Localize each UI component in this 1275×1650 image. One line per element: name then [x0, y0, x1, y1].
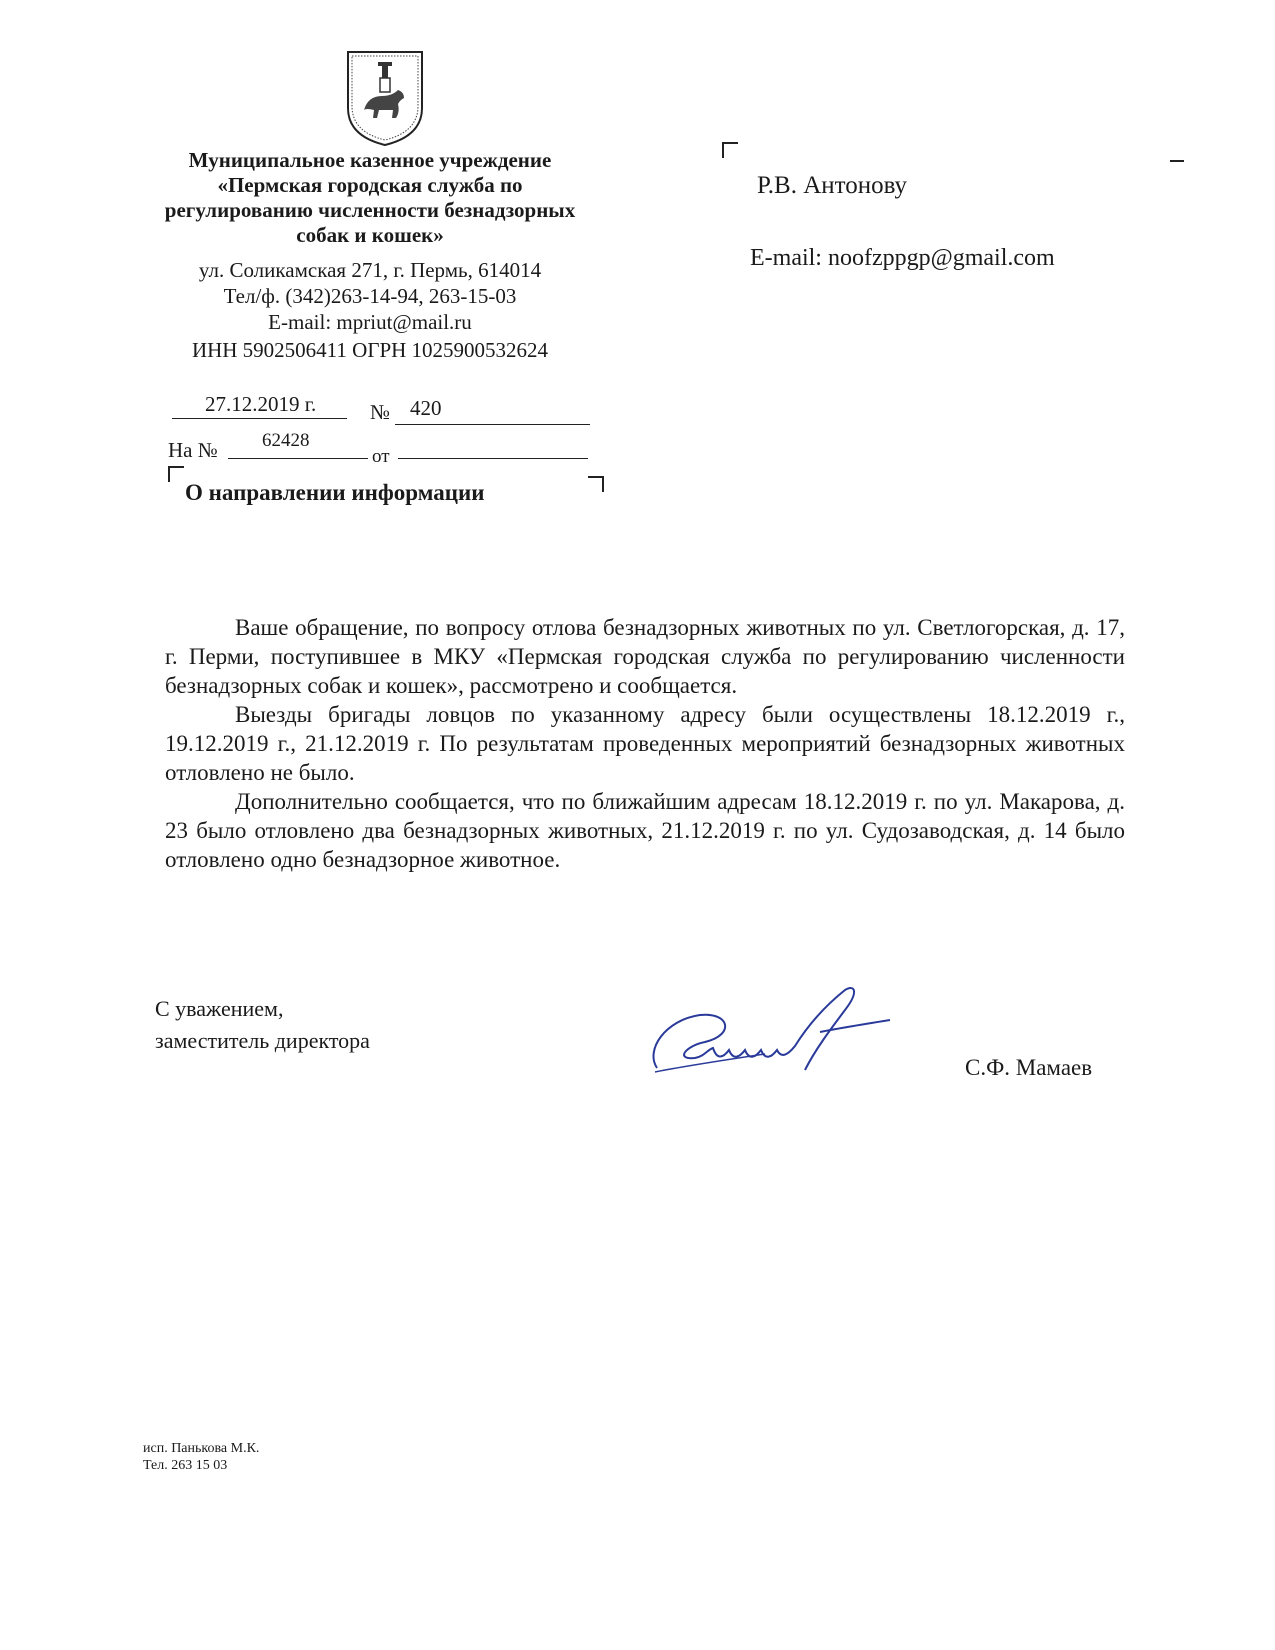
- body-paragraph: Дополнительно сообщается, что по ближайшим адресам 18.12.2019 г. по ул. Макарова, д. 23 было отловлено два безнадзорных животных, 21.12.2019 г. по ул. Судозаводская, д. 14 было отловлено одно безнадзорное животное.: [165, 789, 1125, 872]
- closing-regards: С уважением,: [155, 996, 284, 1021]
- perm-coat-of-arms-icon: [344, 48, 426, 148]
- subject-corner-left: [168, 466, 184, 482]
- recipient-corner-tick: [1170, 160, 1184, 162]
- org-name-line: «Пермская городская служба по: [217, 173, 523, 197]
- org-phone: Тел/ф. (342)263-14-94, 263-15-03: [223, 284, 517, 308]
- outgoing-date: 27.12.2019 г.: [205, 392, 317, 416]
- executor-info: [143, 1440, 259, 1474]
- org-inn-ogrn: ИНН 5902506411 ОГРН 1025900532624: [191, 338, 549, 362]
- reply-number: 62428: [262, 430, 310, 451]
- executor-name: исп. Панькова М.К.: [143, 1441, 260, 1456]
- recipient-email: E-mail: noofzppgp@gmail.com: [750, 245, 1055, 271]
- handwritten-signature-icon: [645, 980, 905, 1090]
- body-paragraph: Ваше обращение, по вопросу отлова безнадзорных животных по ул. Светлогорская, д. 17, г. Перми, поступившее в МКУ «Пермская городская служба по регулированию численности безнадзорных собак и кошек», рассмотрено и сообщается.: [165, 615, 1125, 698]
- reply-number-label: На №: [168, 438, 218, 462]
- reply-number-underline: [228, 458, 368, 459]
- signer-name: С.Ф. Мамаев: [965, 1055, 1093, 1080]
- subject-title: О направлении информации: [185, 480, 485, 505]
- date-underline: [172, 418, 347, 419]
- organization-name: [150, 148, 590, 248]
- org-name-line: Муниципальное казенное учреждение: [188, 148, 552, 172]
- outgoing-number-label: №: [370, 400, 391, 424]
- closing-block: [155, 993, 370, 1057]
- org-email: E-mail: mpriut@mail.ru: [268, 310, 472, 334]
- org-name-line: собак и кошек»: [296, 223, 444, 247]
- executor-phone: Тел. 263 15 03: [143, 1458, 228, 1473]
- letter-body: [165, 613, 1125, 874]
- reply-date-underline: [398, 458, 588, 459]
- org-address: ул. Соликамская 271, г. Пермь, 614014: [198, 258, 542, 282]
- reply-from-label: от: [372, 446, 390, 467]
- signer-position: заместитель директора: [155, 1028, 370, 1053]
- recipient-corner-mark: [722, 142, 738, 158]
- org-name-line: регулированию численности безнадзорных: [164, 198, 576, 222]
- recipient-name: Р.В. Антонову: [757, 172, 908, 199]
- body-paragraph: Выезды бригады ловцов по указанному адресу были осуществлены 18.12.2019 г., 19.12.2019 г., 21.12.2019 г. По результатам проведенных мероприятий безнадзорных животных отловлено не было.: [165, 702, 1125, 785]
- outgoing-number: 420: [410, 396, 442, 420]
- subject-corner-right: [588, 476, 604, 492]
- number-underline: [395, 424, 590, 425]
